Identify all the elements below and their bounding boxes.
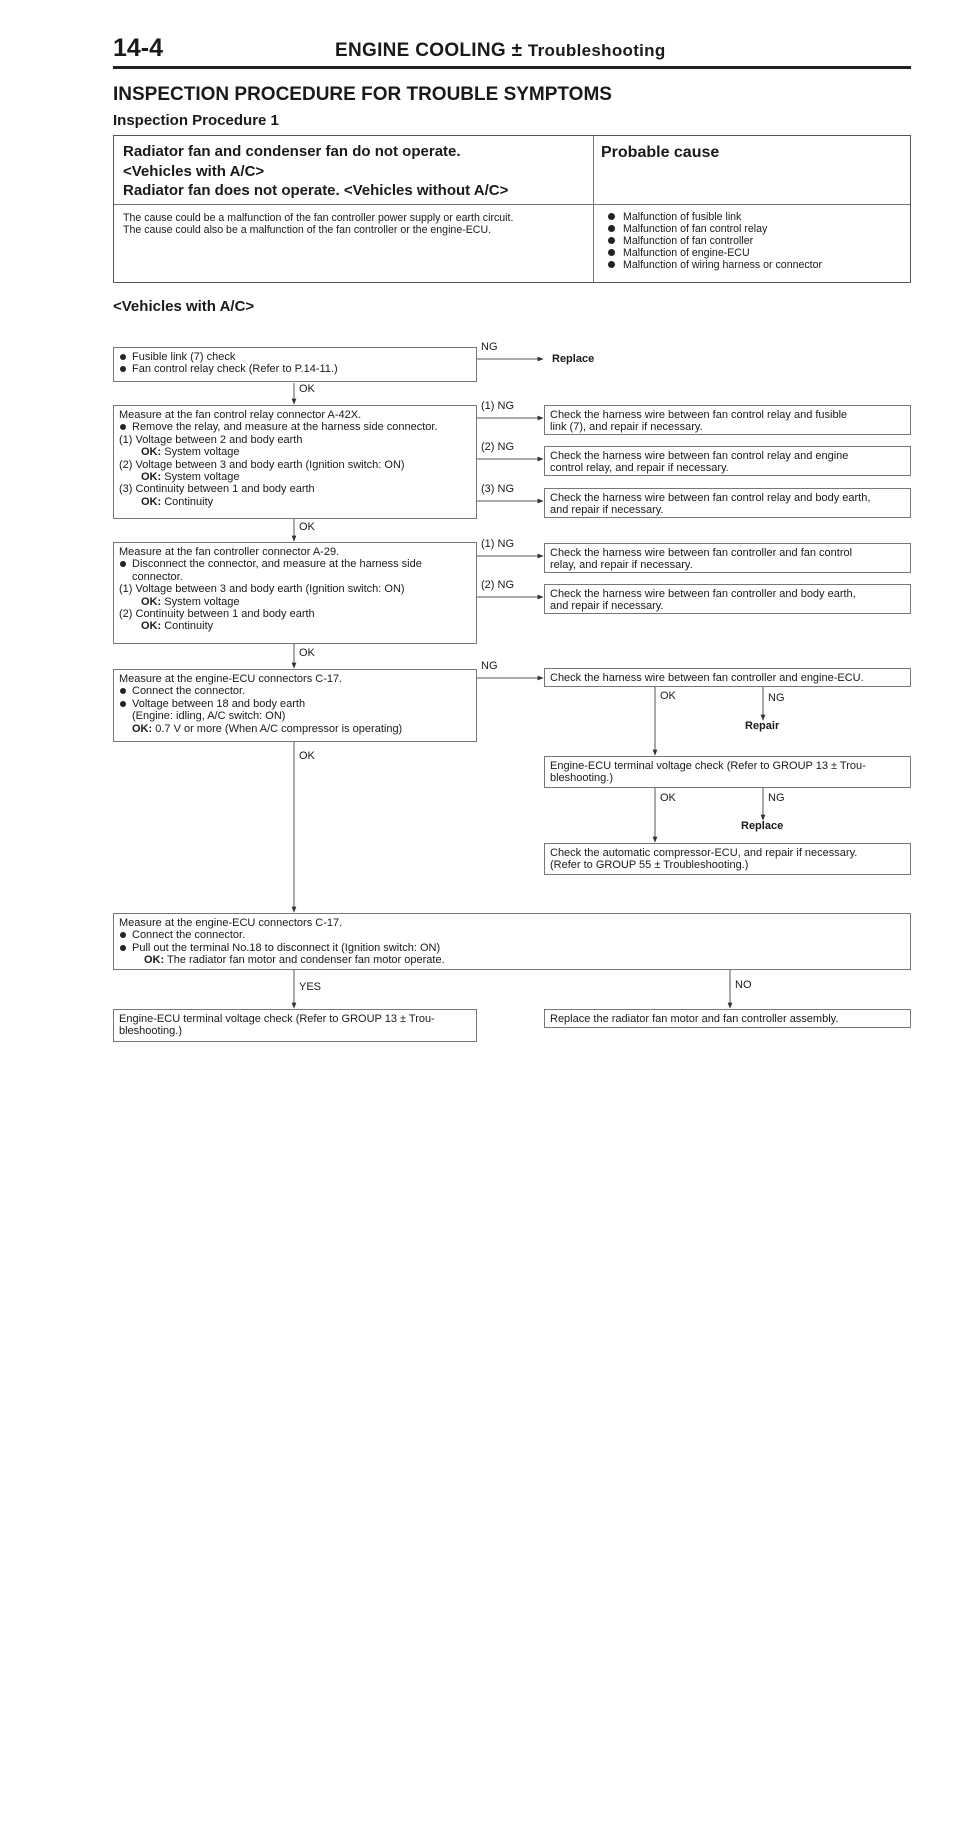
step3-box <box>113 542 477 644</box>
ok-label: OK: <box>144 954 165 967</box>
step4-compressor-line-1: Check the automatic compressor-ECU, and repair if necessary. <box>550 847 858 859</box>
step2-result-2 <box>544 446 911 476</box>
step1-item-2: Fan control relay check (Refer to P.14-11.) <box>119 363 471 375</box>
step2-title: Measure at the fan control relay connector A-42X. <box>119 409 362 421</box>
step3-check-2: (2) Continuity between 1 and body earth <box>119 608 315 621</box>
step2-result-3-line-2: and repair if necessary. <box>550 504 664 517</box>
procedure-heading: Inspection Procedure 1 <box>113 112 279 129</box>
step5-yes-result <box>113 1009 477 1042</box>
step1-ok-label: OK <box>299 383 315 395</box>
cause-line-2: The cause could also be a malfunction of the fan controller or the engine-ECU. <box>123 224 492 236</box>
step2-check-3-ok: Continuity <box>164 495 214 508</box>
step5-bullet-1: Connect the connector. <box>119 929 905 941</box>
step5-box <box>113 913 911 970</box>
step2-result-2-line-2: control relay, and repair if necessary. <box>550 462 729 475</box>
step2-result-1-line-2: link (7), and repair if necessary. <box>550 421 703 434</box>
step4-check-harness <box>544 668 911 687</box>
list-item: Malfunction of engine-ECU <box>605 247 822 259</box>
step4-ecu-ng-label: NG <box>768 792 785 804</box>
ok-label: OK: <box>141 595 162 608</box>
step2-box <box>113 405 477 519</box>
step5-no-result <box>544 1009 911 1028</box>
step5-bullet-2: Pull out the terminal No.18 to disconnect it (Ignition switch: ON) <box>119 942 905 954</box>
step2-check-3: (3) Continuity between 1 and body earth <box>119 483 315 496</box>
section-title: ENGINE COOLING ± <box>335 40 523 61</box>
step3-ok-label: OK <box>299 647 315 659</box>
step2-result-1-line-1: Check the harness wire between fan control relay and fusible <box>550 409 848 421</box>
step3-result-2-line-2: and repair if necessary. <box>550 600 664 613</box>
step1-box <box>113 347 477 382</box>
step3-result-1-line-1: Check the harness wire between fan controller and fan control <box>550 547 853 559</box>
step5-no-label: NO <box>735 979 752 991</box>
step5-yes-line-1: Engine-ECU terminal voltage check (Refer to GROUP 13 ± Trou- <box>119 1013 435 1025</box>
step3-title: Measure at the fan controller connector A-29. <box>119 546 340 558</box>
step4-replace: Replace <box>741 820 784 832</box>
step2-result-2-line-1: Check the harness wire between fan control relay and engine <box>550 450 849 462</box>
symptom-line-2: <Vehicles with A/C> <box>123 163 265 180</box>
symptom-line-3: Radiator fan does not operate. <Vehicles without A/C> <box>123 182 509 199</box>
step4-title: Measure at the engine-ECU connectors C-17. <box>119 673 343 685</box>
ok-label: OK: <box>132 722 153 735</box>
ok-label: OK: <box>141 495 162 508</box>
ok-label: OK: <box>141 471 162 484</box>
step3-result-2-line-1: Check the harness wire between fan controller and body earth, <box>550 588 856 600</box>
step2-ng3-label: (3) NG <box>481 483 514 495</box>
step2-check-1: (1) Voltage between 2 and body earth <box>119 433 303 446</box>
step1-ng-label: NG <box>481 341 498 353</box>
list-item: Malfunction of wiring harness or connector <box>605 259 822 271</box>
step2-bullet: Remove the relay, and measure at the harness side connector. <box>119 421 471 433</box>
step5-no-text: Replace the radiator fan motor and fan controller assembly. <box>550 1013 839 1025</box>
step1-replace: Replace <box>552 353 595 365</box>
step4-ok-value: 0.7 V or more (When A/C compressor is operating) <box>155 722 403 735</box>
step3-ng1-label: (1) NG <box>481 538 514 550</box>
list-item: Malfunction of fusible link <box>605 211 822 223</box>
ok-label: OK: <box>141 446 162 459</box>
step2-ng2-label: (2) NG <box>481 441 514 453</box>
step3-check-1-ok: System voltage <box>164 595 240 608</box>
step3-result-2 <box>544 584 911 614</box>
step4-bullet-1: Connect the connector. <box>119 685 471 697</box>
step3-check-1: (1) Voltage between 3 and body earth (Ignition switch: ON) <box>119 583 405 596</box>
step2-check-2-ok: System voltage <box>164 471 240 484</box>
step3-ng2-label: (2) NG <box>481 579 514 591</box>
step2-result-1 <box>544 405 911 435</box>
step3-check-2-ok: Continuity <box>164 620 214 633</box>
step4-harness-ok-label: OK <box>660 690 676 702</box>
step3-result-1 <box>544 543 911 573</box>
step5-yes-line-2: bleshooting.) <box>119 1025 182 1038</box>
step4-ecu-check <box>544 756 911 788</box>
step4-compressor-check <box>544 843 911 875</box>
step4-ng-label: NG <box>481 660 498 672</box>
step4-harness-ng-label: NG <box>768 692 785 704</box>
step4-bullet-2: Voltage between 18 and body earth <box>119 698 471 710</box>
symptom-line-1: Radiator fan and condenser fan do not operate. <box>123 143 461 160</box>
ok-label: OK: <box>141 620 162 633</box>
step5-ok-value: The radiator fan motor and condenser fan motor operate. <box>167 954 445 967</box>
main-heading: INSPECTION PROCEDURE FOR TROUBLE SYMPTOMS <box>113 84 612 105</box>
step3-bullet-b: connector. <box>132 570 183 583</box>
step4-ecu-line-2: bleshooting.) <box>550 772 613 785</box>
step5-title: Measure at the engine-ECU connectors C-17. <box>119 917 343 929</box>
step5-yes-label: YES <box>299 981 322 993</box>
step4-repair: Repair <box>745 720 780 732</box>
list-item: Malfunction of fan controller <box>605 235 822 247</box>
step2-ng1-label: (1) NG <box>481 400 514 412</box>
step1-item-1: Fusible link (7) check <box>119 351 471 363</box>
cause-line-1: The cause could be a malfunction of the fan controller power supply or earth circuit. <box>123 212 514 224</box>
step4-ecu-line-1: Engine-ECU terminal voltage check (Refer to GROUP 13 ± Trou- <box>550 760 866 772</box>
step3-bullet-a: Disconnect the connector, and measure at the harness side <box>119 558 471 570</box>
step4-ok-label: OK <box>299 750 315 762</box>
step2-check-1-ok: System voltage <box>164 446 240 459</box>
vehicles-label: <Vehicles with A/C> <box>113 298 255 315</box>
section-subtitle: Troubleshooting <box>527 41 666 60</box>
step2-check-2: (2) Voltage between 3 and body earth (Ignition switch: ON) <box>119 458 405 471</box>
list-item: Malfunction of fan control relay <box>605 223 822 235</box>
step4-box <box>113 669 477 742</box>
step2-result-3-line-1: Check the harness wire between fan control relay and body earth, <box>550 492 871 504</box>
step4-check-harness-text: Check the harness wire between fan controller and engine-ECU. <box>550 672 864 684</box>
step4-compressor-line-2: (Refer to GROUP 55 ± Troubleshooting.) <box>550 859 749 872</box>
step2-ok-label: OK <box>299 521 315 533</box>
step4-ecu-ok-label: OK <box>660 792 676 804</box>
page-number: 14-4 <box>113 34 164 62</box>
probable-cause-heading: Probable cause <box>601 144 720 161</box>
step3-result-1-line-2: relay, and repair if necessary. <box>550 559 693 572</box>
step4-condition: (Engine: idling, A/C switch: ON) <box>132 710 286 723</box>
step2-result-3 <box>544 488 911 518</box>
